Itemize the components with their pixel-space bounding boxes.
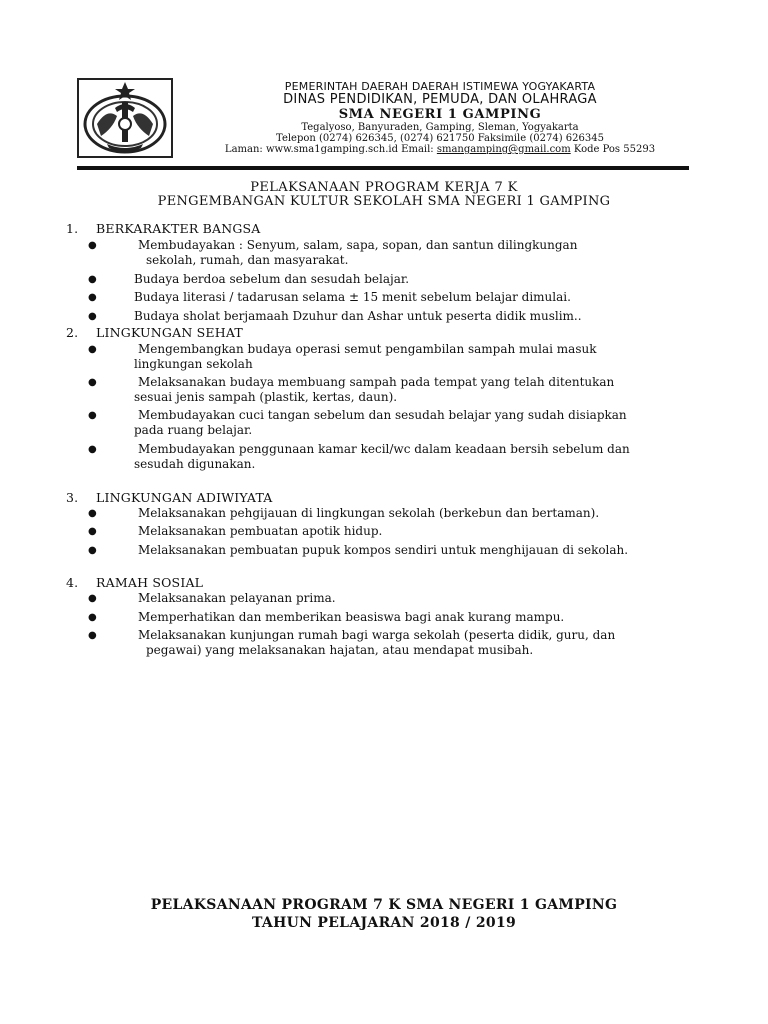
bullet-icon: ● [88,444,97,455]
section-heading-4: 4. RAMAH SOSIAL [66,575,204,590]
footer-title: PELAKSANAAN PROGRAM 7 K SMA NEGERI 1 GAMPING [150,897,618,913]
letterhead-department: DINAS PENDIDIKAN, PEMUDA, DAN OLAHRAGA [283,92,597,107]
list-item: ● Memperhatikan dan memberikan beasiswa bagi anak kurang mampu. [88,610,565,624]
letterhead-school-name: SMA NEGERI 1 GAMPING [338,107,542,122]
list-item: ● Membudayakan cuci tangan sebelum dan sesudah belajar yang sudah disiapkan pada ruang belajar. [88,408,627,437]
bullet-icon: ● [88,593,97,604]
bullet-icon: ● [88,630,97,641]
letterhead-contact [180,144,700,155]
bullet-icon: ● [88,545,97,556]
bullet-icon: ● [88,508,97,519]
list-item: ● Melaksanakan kunjungan rumah bagi warga sekolah (peserta didik, guru, dan pegawai) yang melaksanakan hajatan, atau mendapat musibah. [88,628,616,657]
section-heading-2: 2. LINGKUNGAN SEHAT [66,325,243,340]
list-item: ● Mengembangkan budaya operasi semut pengambilan sampah mulai masuk lingkungan sekolah [88,342,597,371]
list-item: ● Melaksanakan budaya membuang sampah pada tempat yang telah ditentukan sesuai jenis sampah (plastik, kertas, daun). [88,375,615,404]
document-title: PELAKSANAAN PROGRAM KERJA 7 K [250,180,518,195]
list-item: ● Melaksanakan pembuatan apotik hidup. [88,524,383,538]
bullet-icon: ● [88,526,97,537]
section-heading-3: 3. LINGKUNGAN ADIWIYATA [66,490,273,505]
list-item: ● Budaya literasi / tadarusan selama ± 15 menit sebelum belajar dimulai. [88,290,571,304]
footer-academic-year: TAHUN PELAJARAN 2018 / 2019 [251,915,517,931]
list-item: ● Budaya sholat berjamaah Dzuhur dan Ashar untuk peserta didik muslim.. [88,309,582,323]
list-item: ● Membudayakan : Senyum, salam, sapa, sopan, dan santun dilingkungan sekolah, rumah, dan masyarakat. [88,238,578,267]
bullet-icon: ● [88,377,97,388]
bullet-icon: ● [88,292,97,303]
list-item: ● Melaksanakan pelayanan prima. [88,591,336,605]
list-item: ● Melaksanakan pehgijauan di lingkungan sekolah (berkebun dan bertaman). [88,506,600,520]
letterhead-phone: Telepon (0274) 626345, (0274) 621750 Faksimile (0274) 626345 [276,133,604,144]
bullet-icon: ● [88,311,97,322]
letterhead-website: Laman: www.sma1gamping.sch.id Email: [224,144,437,155]
list-item: ● Melaksanakan pembuatan pupuk kompos sendiri untuk menghijauan di sekolah. [88,543,629,557]
section-heading-1: 1. BERKARAKTER BANGSA [66,221,261,236]
letterhead-email-link[interactable]: smangamping@gmail.com [436,144,571,155]
bullet-icon: ● [88,612,97,623]
document-subtitle: PENGEMBANGAN KULTUR SEKOLAH SMA NEGERI 1 GAMPING [157,194,611,209]
bullet-icon: ● [88,274,97,285]
bullet-icon: ● [88,410,97,421]
government-crest-icon [77,78,173,158]
list-item: ● Membudayakan penggunaan kamar kecil/wc dalam keadaan bersih sebelum dan sesudah digunakan. [88,442,630,471]
bullet-icon: ● [88,240,97,251]
letterhead-postal-code: Kode Pos 55293 [570,144,656,155]
letterhead-divider [77,166,689,170]
list-item: ● Budaya berdoa sebelum dan sesudah belajar. [88,272,410,286]
letterhead-government: PEMERINTAH DAERAH DAERAH ISTIMEWA YOGYAKARTA [284,80,596,93]
letterhead-address: Tegalyoso, Banyuraden, Gamping, Sleman, Yogyakarta [301,122,579,133]
bullet-icon: ● [88,344,97,355]
